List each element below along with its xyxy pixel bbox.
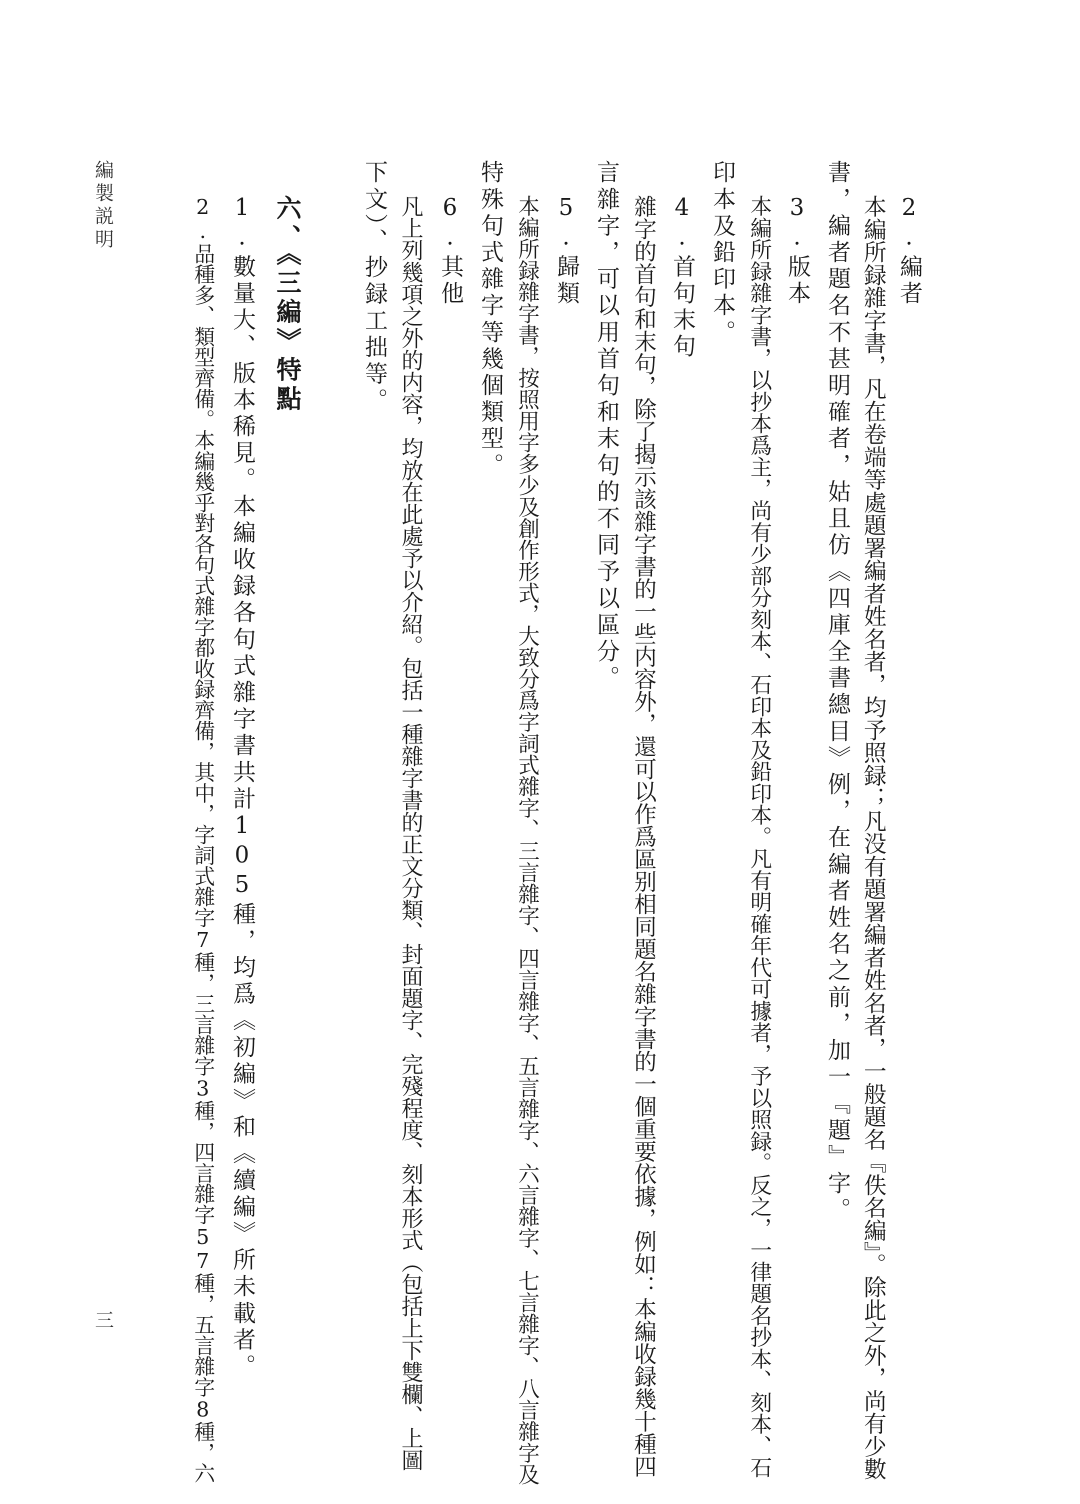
item-heading-first-last-line: 4.首句末句 (669, 195, 695, 361)
item-heading-other: 6.其他 (437, 195, 463, 308)
paragraph-line: 印本及鉛印本。 (709, 160, 735, 347)
feature-item-2: 2.品種多、類型齊備。本編幾乎對各句式雜字都收録齊備，其中，字詞式雜字7種，三言雜字3種，四言雜字57種，五言雜字8種，六 (190, 195, 215, 1484)
item-heading-edition: 3.版本 (784, 195, 810, 308)
paragraph-line: 下文）、抄録工拙等。 (361, 160, 387, 415)
paragraph-line: 特殊句式雜字等幾個類型。 (477, 160, 503, 480)
paragraph-line: 言雜字，可以用首句和末句的不同予以區分。 (593, 160, 619, 692)
paragraph-line: 雜字的首句和末句，除了揭示該雜字書的一些内容外，還可以作爲區别相同題名雜字書的一個重要依據，例如：本編收録幾十種四 (630, 195, 657, 1478)
section-heading: 六、《三編》特點 (273, 195, 302, 415)
running-header: 編製説明 (92, 160, 114, 252)
paragraph-line: 本編所録雜字書，按照用字多少及創作形式，大致分爲字詞式雜字、三言雜字、四言雜字、五言雜字、六言雜字、七言雜字、八言雜字及 (514, 195, 540, 1485)
item-heading-classification: 5.歸類 (553, 195, 579, 308)
feature-item-1: 1.數量大、版本稀見。本編收録各句式雜字書共計105種，均爲《初編》和《續編》所未載者。 (229, 195, 255, 1381)
paragraph-line: 凡上列幾項之外的内容，均放在此處予以介紹。包括一種雜字書的正文分類、封面題字、完殘程度、刻本形式（包括上下雙欄、上圖 (398, 195, 423, 1471)
item-heading-editor: 2.編者 (896, 195, 922, 308)
page-number: 三 (92, 1310, 114, 1333)
paragraph-line: 書，編者題名不甚明確者，姑且仿《四庫全書總目》例，在編者姓名之前，加一『題』字。 (824, 160, 850, 1224)
paragraph-line: 本編所録雜字書，以抄本爲主，尚有少部分刻本、石印本及鉛印本。凡有明確年代可據者，予以照録。反之，一律題名抄本、刻本、石 (746, 195, 772, 1479)
paragraph-line: 本編所録雜字書，凡在卷端等處題署編者姓名者，均予照録；凡没有題署編者姓名者，一般題名『佚名編』。除此之外，尚有少數 (859, 195, 886, 1481)
